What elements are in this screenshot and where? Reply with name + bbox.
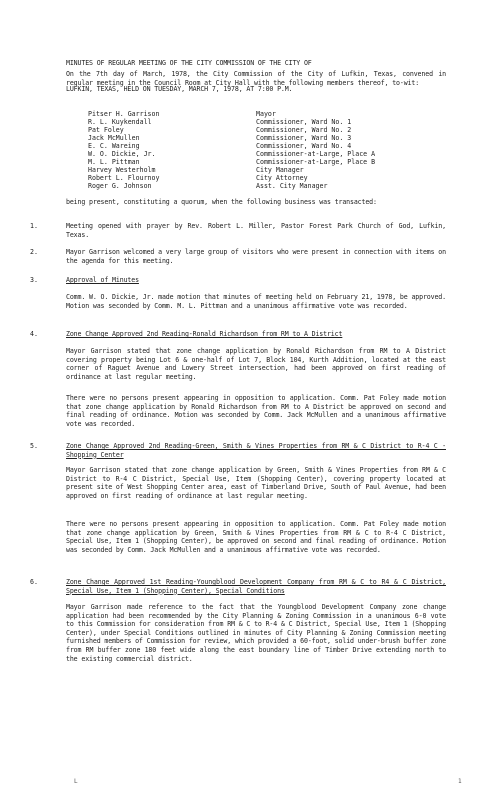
item-3-text: Comm. W. O. Dickie, Jr. made motion that minutes of meeting held on February 21, 1978, be approved. Motion was seconded by Comm. M. L. Pittman and a unanimous affirmative vote was recorded. — [66, 293, 446, 310]
item-4-text-2: There were no persons present appearing in opposition to application. Comm. Pat Foley made motion that zone change application by Ronald Richardson from RM to A District be approved on second and final reading of ordinance. Motion was seconded by Comm. Jack McMullen and a unanimous affirmative vote was recorded. — [66, 394, 446, 428]
intro-paragraph: On the 7th day of March, 1978, the City Commission of the City of Lufkin, Texas, convened in regular meeting in the Council Room at City Hall with the following members thereof, to-wit: — [66, 70, 446, 87]
item-5-text-2: There were no persons present appearing in opposition to application. Comm. Pat Foley made motion that zone change application by Green, Smith & Vines Properties from RM & C to R-4 C District, Special Use, Item 1 (Shopping Center), be approved on second and final reading of ordinance. Motion was seconded by Comm. Jack McMullen and a unanimous affirmative vote was recorded. — [66, 520, 446, 554]
item-3-heading: Approval of Minutes — [66, 276, 139, 284]
quorum-statement: being present, constituting a quorum, when the following business was transacted: — [66, 198, 377, 206]
item-number: 1. — [30, 222, 38, 230]
item-4-text-1: Mayor Garrison stated that zone change application by Ronald Richardson from RM to A District covering property being Lot 6 & one-half of Lot 7, Block 104, Kurth Addition, located at the east corner of Raguet Avenue and Lowery Street intersection, had been approved on first reading of ordinance at last regular meeting. — [66, 347, 446, 381]
item-number: 6. — [30, 578, 38, 586]
minutes-page: MINUTES OF REGULAR MEETING OF THE CITY COMMISSION OF THE CITY OF LUFKIN, TEXAS, HELD ON TUESDAY, MARCH 7, 1978, AT 7:00 P.M. On the 7th day of March, 1978, the City Commission of the City of Lufkin, Texas, convened in regular meeting in the Council Room at City Hall with the following members thereof, to-wit: Pitser H. Garrison Mayor R. L. Kuykendall Commissioner, Ward No. 1 Pat Foley Commissioner, Ward No. 2 Jack McMullen Commissioner, Ward No. 3 E. C. Wareing Commissioner, Ward No. 4 W. O. Dickie, Jr. Commissioner-at-Large, Place A M. L. Pittman Commissioner-at-Large, Place B Harvey Westerholm City Manager Robert L. Flournoy City Attorney Roger G. Johnson Asst. City Manager being present, constituting a quorum, when the following business was transacted: 1. Meeting opened with prayer by Rev. Robert L. Miller, Pastor Forest Park Church of God, Lufkin, Texas. 2. Mayor Garrison welcomed a very large group of visitors who were present in connection with items on the agenda for this meeting. 3. Approval of Minutes Comm. W. O. Dickie, Jr. made motion that minutes of meeting held on February 21, 1978, be approved. Motion was seconded by Comm. M. L. Pittman and a unanimous affirmative vote was recorded. 4. Zone Change Approved 2nd Reading-Ronald Richardson from RM to A District Mayor Garrison stated that zone change application by Ronald Richardson from RM to A District covering property being Lot 6 & one-half of Lot 7, Block 104, Kurth Addition, located at the east corner of Raguet Avenue and Lowery Street intersection, had been approved on first reading of ordinance at last regular meeting. There were no persons present appearing in opposition to application. Comm. Pat Foley made motion that zone change application by Ronald Richardson from RM to A District be approved on second and final reading of ordinance. Motion was seconded by Comm. Jack McMullen and a unanimous affirmative vote was recorded. 5. Zone Change Approved 2nd Reading-Green, Smith & Vines Properties from RM & C District to R-4 C - Shopping Center Mayor Garrison stated that zone change application by Green, Smith & Vines Properties from RM & C District to R-4 C District, Special Use, Item (Shopping Center), covering property located at present site of West Shopping Center area, east of Timberland Drive, South of Paul Avenue, had been approved on first reading of ordinance at last regular meeting. There were no persons present appearing in opposition to application. Comm. Pat Foley made motion that zone change application by Green, Smith & Vines Properties from RM & C to R-4 C District, Special Use, Item 1 (Shopping Center), be approved on second and final reading of ordinance. Motion was seconded by Comm. Jack McMullen and a unanimous affirmative vote was recorded. 6. Zone Change Approved 1st Reading-Youngblood Development Company from RM & C to R4 & C District, Special Use, Item 1 (Shopping Center), Special Conditions Mayor Garrison made reference to the fact that the Youngblood Development Company zone change application had been recommended by the City Planning & Zoning Commission in a unanimous 6-0 vote to this Commission for consideration from RM & C to R-4 & C District, Special Use, Item 1 (Shopping Center), under Special Conditions outlined in minutes of City Planning & Zoning Commission meeting furnished members of Commission for review, which provided a 60-foot, solid under-brush buffer zone from RM buffer zone 180 feet wide along the east boundary line of Timber Drive extending north to the existing commercial district. L 1 — [0, 0, 491, 800]
title-line-1: MINUTES OF REGULAR MEETING OF THE CITY COMMISSION OF THE CITY OF — [66, 59, 312, 68]
item-number: 2. — [30, 248, 38, 256]
title-line-2: LUFKIN, TEXAS, HELD ON TUESDAY, MARCH 7, 1978, AT 7:00 P.M. — [66, 84, 293, 93]
item-5-text-1: Mayor Garrison stated that zone change application by Green, Smith & Vines Properties from RM & C District to R-4 C District, Special Use, Item (Shopping Center), covering property located at present site of West Shopping Center area, east of Timberland Drive, South of Paul Avenue, had been approved on first reading of ordinance at last regular meeting. — [66, 466, 446, 500]
item-6-text-1: Mayor Garrison made reference to the fact that the Youngblood Development Company zone change application had been recommended by the City Planning & Zoning Commission in a unanimous 6-0 vote to this Commission for consideration from RM & C to R-4 & C District, Special Use, Item 1 (Shopping Center), under Special Conditions outlined in minutes of City Planning & Zoning Commission meeting furnished members of Commission for review, which provided a 60-foot, solid under-brush buffer zone from RM buffer zone 180 feet wide along the east boundary line of Timber Drive extending north to the existing commercial district. — [66, 603, 446, 663]
item-5-heading: Zone Change Approved 2nd Reading-Green, Smith & Vines Properties from RM & C District to R-4 C - Shopping Center — [66, 442, 446, 459]
item-4-heading: Zone Change Approved 2nd Reading-Ronald Richardson from RM to A District — [66, 330, 343, 338]
item-1-text: Meeting opened with prayer by Rev. Robert L. Miller, Pastor Forest Park Church of God, Lufkin, Texas. — [66, 222, 446, 239]
item-number: 5. — [30, 442, 38, 450]
item-number: 4. — [30, 330, 38, 338]
item-6-heading: Zone Change Approved 1st Reading-Youngblood Development Company from RM & C to R4 & C District, Special Use, Item 1 (Shopping Center), Special Conditions — [66, 578, 446, 595]
footer-left-mark: L — [74, 778, 78, 785]
item-2-text: Mayor Garrison welcomed a very large group of visitors who were present in connection with items on the agenda for this meeting. — [66, 248, 446, 265]
footer-page-number: 1 — [458, 778, 462, 785]
item-number: 3. — [30, 276, 38, 284]
